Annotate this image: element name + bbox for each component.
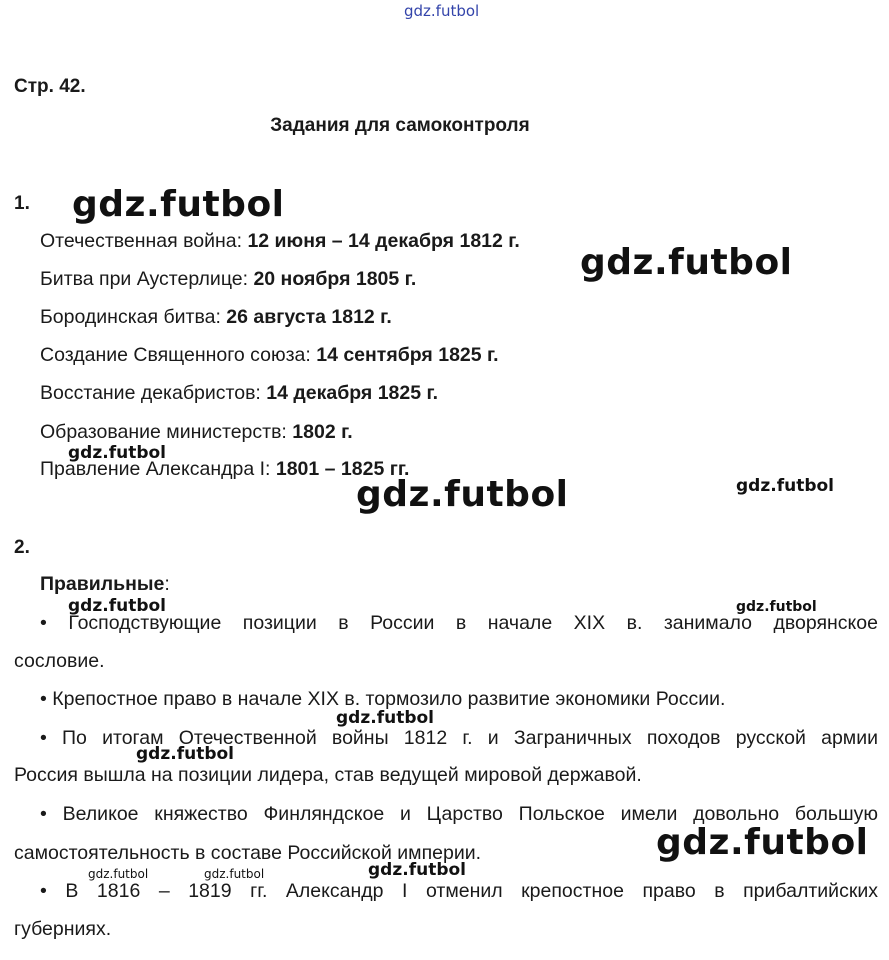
page-title: Задания для самоконтроля	[270, 115, 530, 136]
date-item	[40, 268, 416, 291]
date-value: 14 декабря 1825 г.	[266, 382, 439, 404]
statement-2-line-1: • Крепостное право в начале XIX в. тормозило развитие экономики России.	[40, 688, 726, 710]
date-item	[40, 344, 499, 367]
date-label: Создание Священного союза:	[40, 344, 311, 366]
watermark: gdz.futbol	[72, 184, 285, 225]
watermark: gdz.futbol	[368, 860, 466, 880]
correct-heading-label: Правильные	[40, 573, 165, 595]
statement-1-line-2: сословие.	[14, 650, 105, 672]
statement-1-line-1: • Господствующие позиции в России в начале XIX в. занимало дворянское	[40, 612, 878, 634]
watermark: gdz.futbol	[336, 708, 434, 728]
correct-heading	[40, 573, 170, 596]
page-reference: Стр. 42.	[14, 76, 86, 97]
date-value: 26 августа 1812 г.	[226, 306, 392, 328]
date-label: Образование министерств:	[40, 421, 287, 443]
date-value: 1802 г.	[292, 421, 353, 443]
watermark: gdz.futbol	[204, 867, 265, 881]
statement-4-line-1: • Великое княжество Финляндское и Царство Польское имели довольно большую	[40, 803, 878, 825]
date-label: Битва при Аустерлице:	[40, 268, 249, 290]
watermark: gdz.futbol	[68, 443, 166, 463]
statement-3-line-2: Россия вышла на позиции лидера, став ведущей мировой державой.	[14, 764, 642, 786]
statement-3-line-1: • По итогам Отечественной войны 1812 г. и Заграничных походов русской армии	[40, 727, 878, 749]
statement-4-line-2: самостоятельность в составе Российской империи.	[14, 842, 482, 864]
date-item	[40, 421, 353, 444]
date-item	[40, 382, 438, 405]
date-label: Восстание декабристов:	[40, 382, 261, 404]
date-item	[40, 306, 392, 329]
watermark: gdz.futbol	[656, 822, 869, 863]
date-value: 12 июня – 14 декабря 1812 г.	[247, 230, 520, 252]
watermark: gdz.futbol	[736, 599, 817, 615]
watermark: gdz.futbol	[580, 242, 793, 283]
date-value: 20 ноября 1805 г.	[253, 268, 417, 290]
section-2-number: 2.	[14, 537, 30, 558]
date-label: Отечественная война:	[40, 230, 243, 252]
date-value: 14 сентября 1825 г.	[316, 344, 499, 366]
statement-5-line-1: • В 1816 – 1819 гг. Александр I отменил крепостное право в прибалтийских	[40, 880, 878, 902]
date-value: 1801 – 1825 гг.	[275, 458, 410, 480]
watermark: gdz.futbol	[88, 867, 149, 881]
watermark: gdz.futbol	[736, 476, 834, 496]
date-label: Бородинская битва:	[40, 306, 221, 328]
statement-5-line-2: губерниях.	[14, 918, 112, 940]
watermark-top[interactable]: gdz.futbol	[404, 2, 480, 20]
date-label: Правление Александра I:	[40, 458, 271, 480]
section-1-number: 1.	[14, 193, 30, 214]
correct-heading-colon: :	[164, 573, 170, 595]
date-item	[40, 230, 520, 253]
watermark: gdz.futbol	[356, 474, 569, 515]
watermark: gdz.futbol	[136, 744, 234, 764]
watermark: gdz.futbol	[68, 596, 166, 616]
